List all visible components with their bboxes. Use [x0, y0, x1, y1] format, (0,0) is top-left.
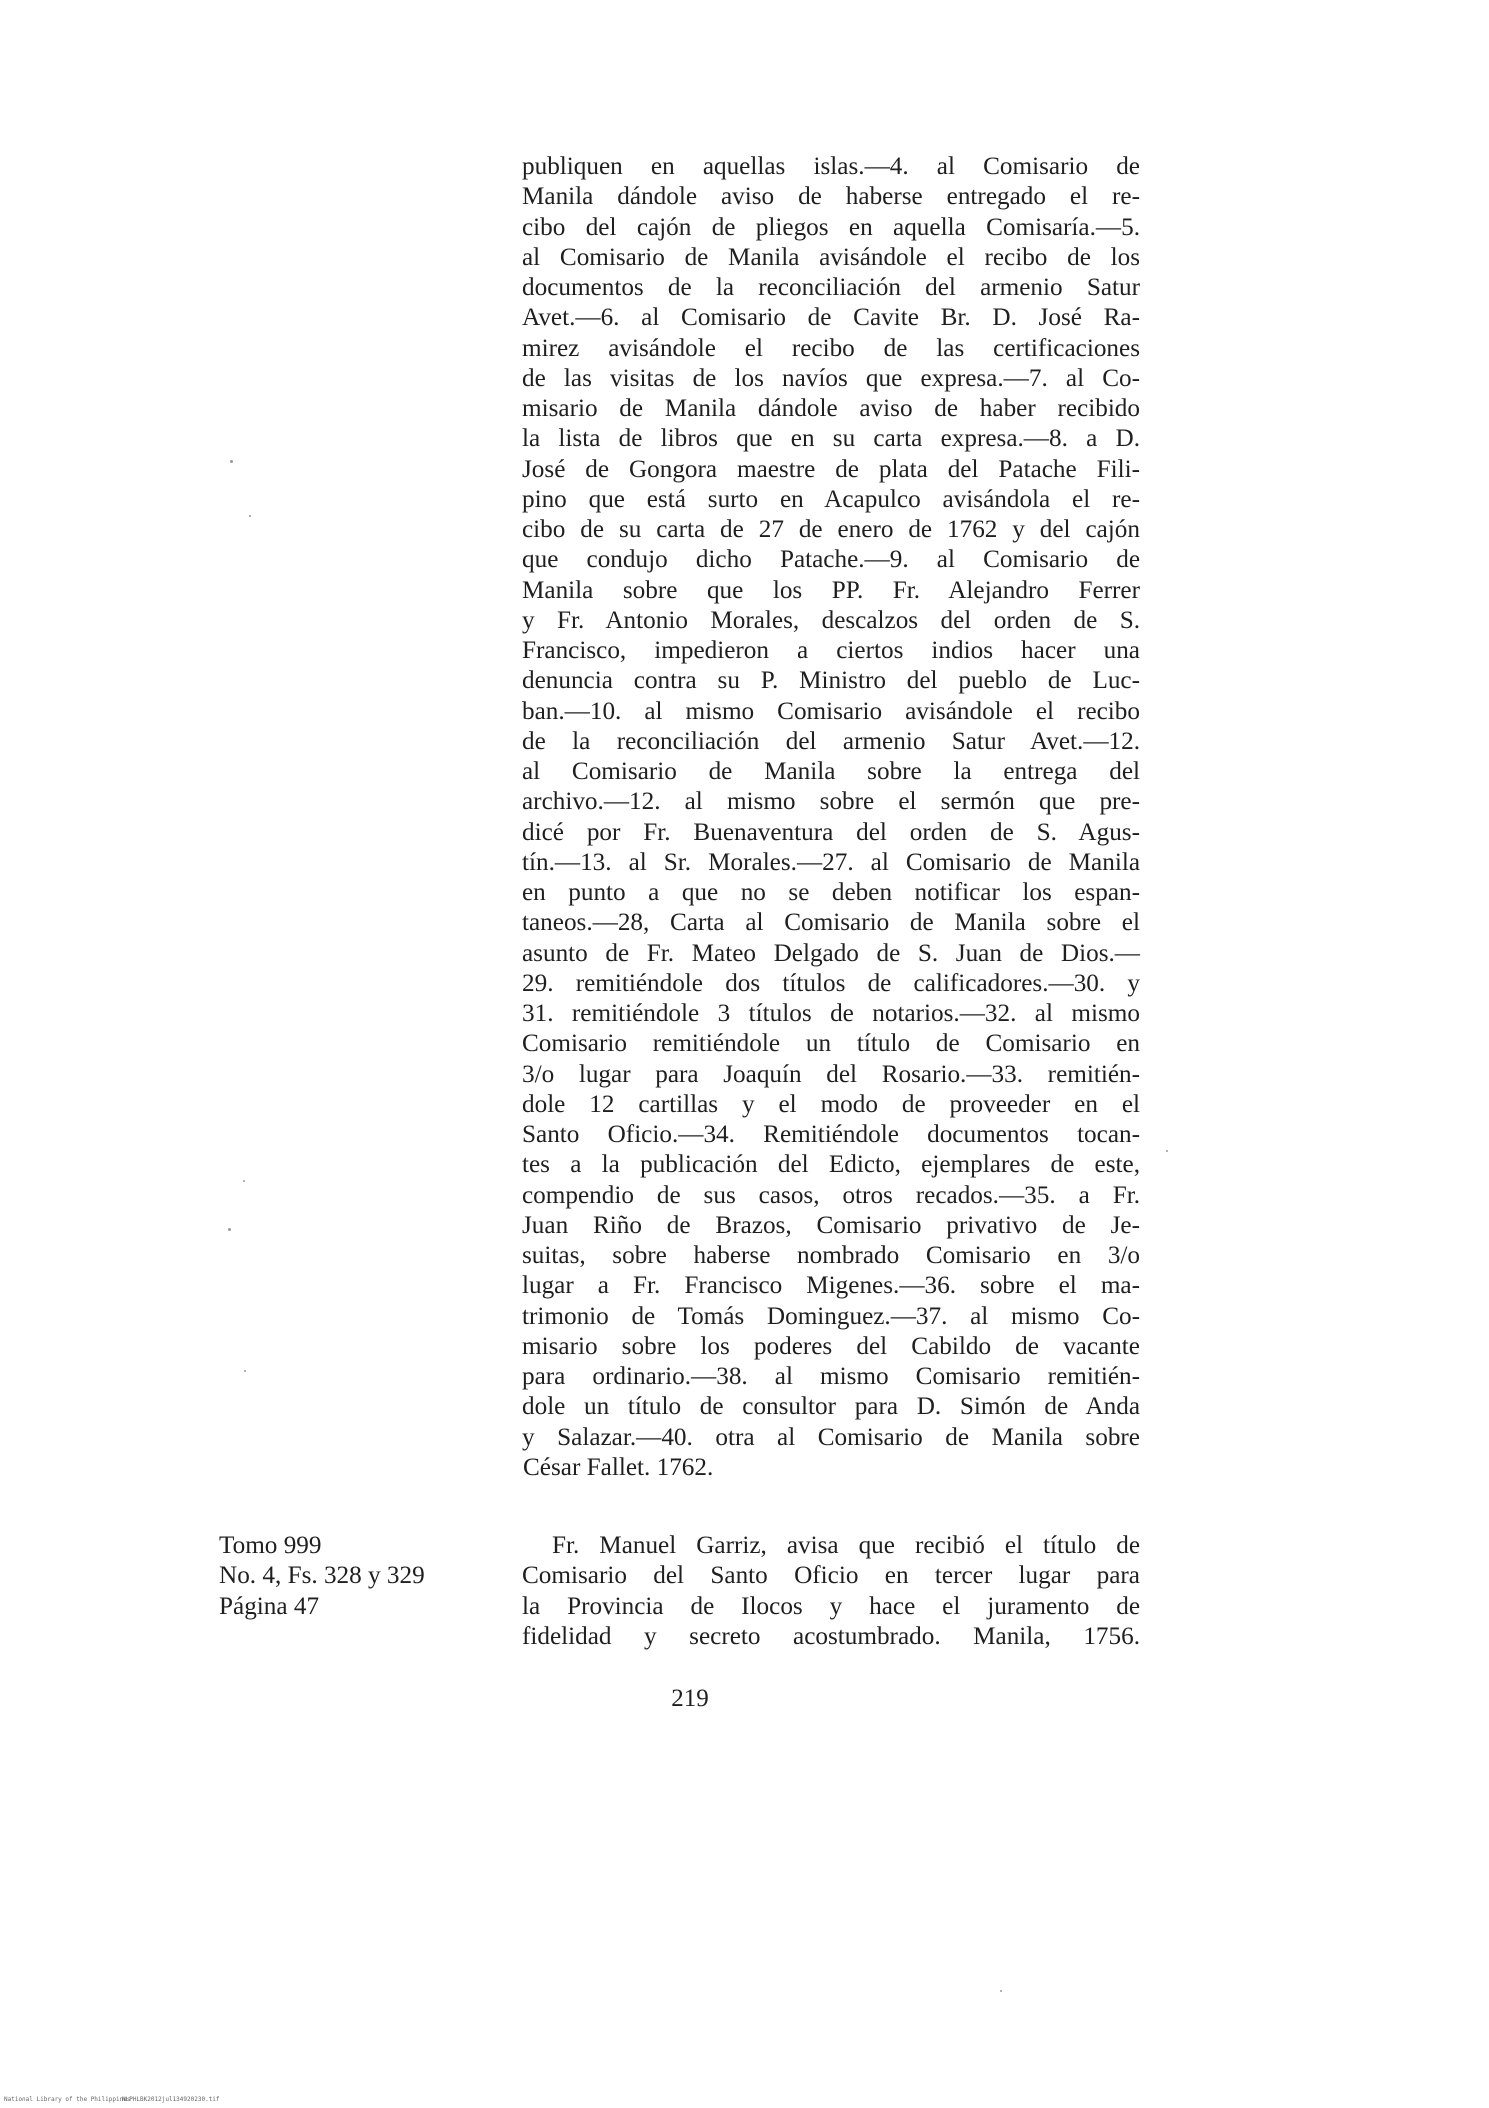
- text-line: 3/o lugar para Joaquín del Rosario.—33. remitién-: [522, 1060, 1140, 1088]
- text-line: publiquen en aquellas islas.—4. al Comisario de: [522, 153, 1140, 180]
- text-line: que condujo dicho Patache.—9. al Comisario de: [522, 546, 1140, 574]
- scan-speck: [230, 460, 233, 463]
- text-line: la lista de libros que en su carta expresa.—8. a D.: [522, 425, 1140, 453]
- scan-speck: [1166, 1150, 1168, 1152]
- main-text-block: [522, 152, 1140, 1483]
- text-line: Manila sobre que los PP. Fr. Alejandro Ferrer: [522, 576, 1140, 604]
- entry-line: la Provincia de Ilocos y hace el juramento de: [522, 1592, 1140, 1620]
- scan-speck: [228, 1228, 231, 1231]
- text-line: para ordinario.—38. al mismo Comisario remitién-: [522, 1363, 1140, 1390]
- text-line: José de Gongora maestre de plata del Patache Fili-: [522, 455, 1140, 483]
- text-line: dole un título de consultor para D. Simón de Anda: [522, 1393, 1140, 1421]
- text-line: dicé por Fr. Buenaventura del orden de S. Agus-: [522, 818, 1140, 846]
- text-line: César Fallet. 1762.: [523, 1453, 714, 1481]
- text-line: cibo de su carta de 27 de enero de 1762 y del cajón: [522, 516, 1140, 543]
- reference-page: Página 47: [219, 1592, 320, 1620]
- archive-reference: [219, 1531, 479, 1622]
- text-line: taneos.—28, Carta al Comisario de Manila sobre el: [522, 909, 1140, 937]
- entry-line: Fr. Manuel Garriz, avisa que recibió el título de: [552, 1532, 1140, 1559]
- text-line: ban.—10. al mismo Comisario avisándole el recibo: [522, 697, 1140, 725]
- text-line: compendio de sus casos, otros recados.—35. a Fr.: [522, 1181, 1140, 1209]
- reference-volume: Tomo 999: [219, 1532, 322, 1559]
- text-line: de las visitas de los navíos que expresa.—7. al Co-: [522, 364, 1140, 392]
- page-number: 219: [671, 1685, 709, 1712]
- entry-line: fidelidad y secreto acostumbrado. Manila, 1756.: [522, 1622, 1140, 1650]
- text-line: 29. remitiéndole dos títulos de calificadores.—30. y: [522, 969, 1140, 997]
- text-line: Comisario remitiéndole un título de Comisario en: [522, 1030, 1140, 1058]
- entry-line: Comisario del Santo Oficio en tercer lugar para: [522, 1562, 1140, 1590]
- text-line: Avet.—6. al Comisario de Cavite Br. D. José Ra-: [522, 304, 1140, 332]
- text-line: Juan Riño de Brazos, Comisario privativo de Je-: [522, 1211, 1140, 1239]
- text-line: y Fr. Antonio Morales, descalzos del orden de S.: [522, 606, 1140, 634]
- scan-speck: [243, 1180, 245, 1182]
- text-line: al Comisario de Manila sobre la entrega del: [522, 758, 1140, 785]
- text-line: suitas, sobre haberse nombrado Comisario en 3/o: [522, 1242, 1140, 1269]
- text-line: Manila dándole aviso de haberse entregado el re-: [522, 183, 1140, 211]
- text-line: dole 12 cartillas y el modo de proveeder en el: [522, 1090, 1140, 1118]
- catalog-entry: [522, 1531, 1140, 1652]
- text-line: tín.—13. al Sr. Morales.—27. al Comisario de Manila: [522, 848, 1140, 876]
- footer-file-id: NLPHLBK2012jul134920230.tif: [122, 2096, 220, 2103]
- text-line: Santo Oficio.—34. Remitiéndole documentos tocan-: [522, 1121, 1140, 1148]
- footer-library-stamp: National Library of the Philippines: [4, 2096, 131, 2103]
- text-line: documentos de la reconciliación del armenio Satur: [522, 274, 1140, 301]
- text-line: misario de Manila dándole aviso de haber recibido: [522, 395, 1140, 422]
- text-line: 31. remitiéndole 3 títulos de notarios.—32. al mismo: [522, 1000, 1140, 1027]
- text-line: asunto de Fr. Mateo Delgado de S. Juan de Dios.—: [522, 939, 1140, 967]
- text-line: de la reconciliación del armenio Satur Avet.—12.: [522, 727, 1140, 755]
- text-line: al Comisario de Manila avisándole el recibo de los: [522, 243, 1140, 271]
- text-line: cibo del cajón de pliegos en aquella Comisaría.—5.: [522, 213, 1140, 241]
- text-line: y Salazar.—40. otra al Comisario de Manila sobre: [522, 1423, 1140, 1451]
- text-line: tes a la publicación del Edicto, ejemplares de este,: [522, 1151, 1140, 1179]
- text-line: archivo.—12. al mismo sobre el sermón que pre-: [522, 788, 1140, 816]
- text-line: misario sobre los poderes del Cabildo de vacante: [522, 1332, 1140, 1360]
- text-line: Francisco, impedieron a ciertos indios hacer una: [522, 637, 1140, 664]
- text-line: en punto a que no se deben notificar los espan-: [522, 879, 1140, 906]
- text-line: pino que está surto en Acapulco avisándola el re-: [522, 485, 1140, 513]
- scan-speck: [1000, 1990, 1002, 1992]
- text-line: mirez avisándole el recibo de las certificaciones: [522, 334, 1140, 362]
- text-line: trimonio de Tomás Dominguez.—37. al mismo Co-: [522, 1302, 1140, 1330]
- reference-folios: No. 4, Fs. 328 y 329: [219, 1562, 425, 1590]
- text-line: denuncia contra su P. Ministro del pueblo de Luc-: [522, 667, 1140, 695]
- scan-speck: [244, 1370, 246, 1372]
- text-line: lugar a Fr. Francisco Migenes.—36. sobre el ma-: [522, 1272, 1140, 1300]
- scan-speck: [249, 515, 251, 517]
